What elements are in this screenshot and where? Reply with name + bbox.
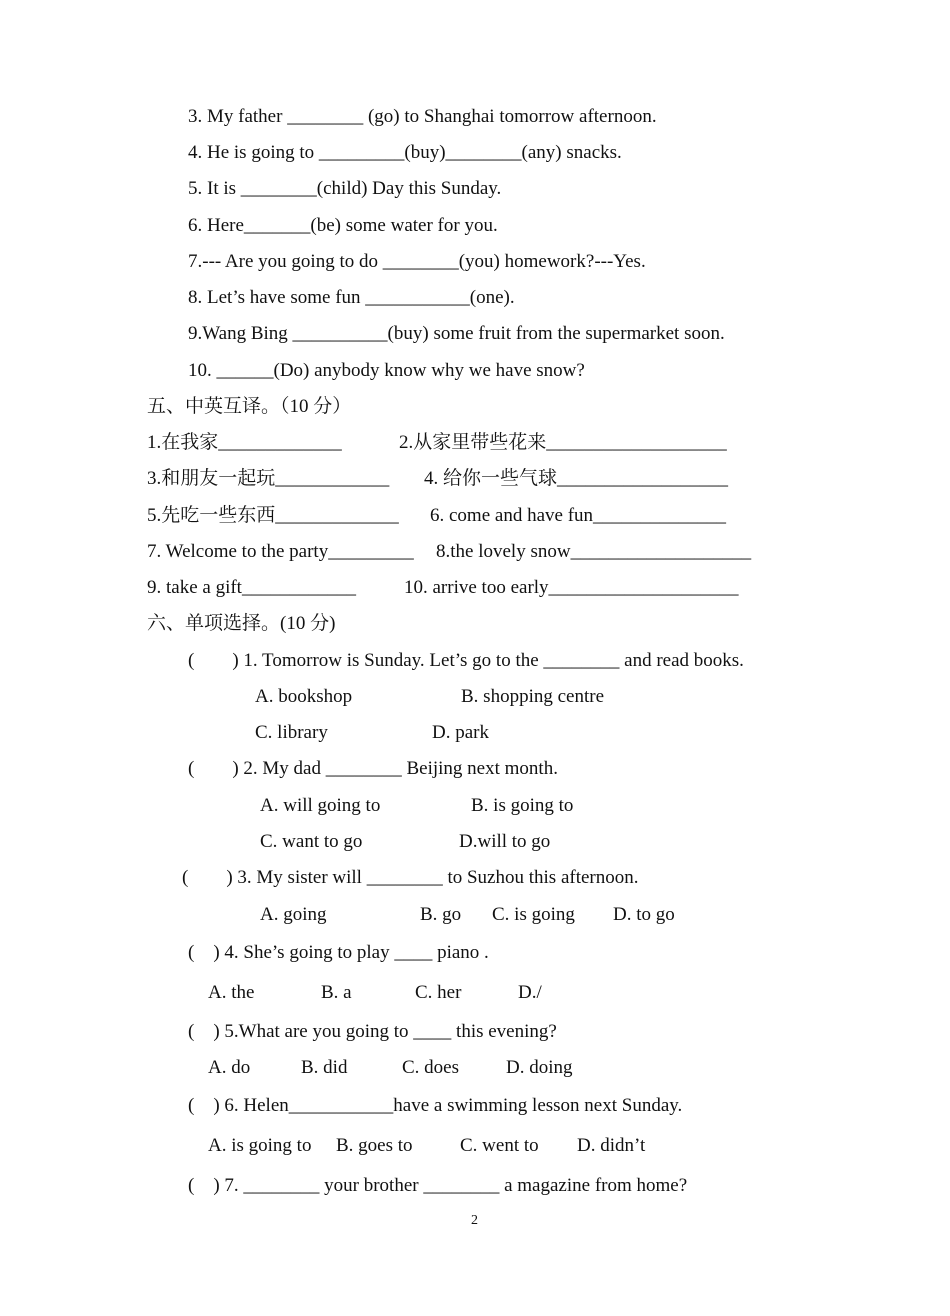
translation-item: 2.从家里带些花来___________________: [399, 432, 727, 453]
translation-item: 4. 给你一些气球__________________: [424, 468, 729, 489]
answer-option: A. going: [260, 904, 327, 925]
question-stem: ( ) 4. She’s going to play ____ piano .: [188, 942, 489, 963]
answer-option: A. do: [208, 1057, 251, 1078]
answer-option: D. doing: [506, 1057, 573, 1078]
translation-item: 5.先吃一些东西_____________: [147, 505, 399, 526]
answer-option: B. is going to: [471, 795, 574, 816]
exercise-line: 7.--- Are you going to do ________(you) homework?---Yes.: [188, 251, 646, 272]
answer-option: A. the: [208, 982, 255, 1003]
exercise-line: 4. He is going to _________(buy)________(any) snacks.: [188, 142, 622, 163]
translation-item: 3.和朋友一起玩____________: [147, 468, 390, 489]
answer-option: A. will going to: [260, 795, 381, 816]
answer-option: C. went to: [460, 1135, 539, 1156]
section-heading: 五、中英互译。（10 分）: [147, 396, 352, 417]
answer-option: B. shopping centre: [461, 686, 605, 707]
answer-option: C. library: [255, 722, 328, 743]
question-stem: ( ) 3. My sister will ________ to Suzhou this afternoon.: [182, 867, 639, 888]
question-stem: ( ) 1. Tomorrow is Sunday. Let’s go to the ________ and read books.: [188, 650, 744, 671]
section-heading: 六、单项选择。(10 分): [147, 613, 336, 634]
question-stem: ( ) 6. Helen___________have a swimming lesson next Sunday.: [188, 1095, 683, 1116]
translation-item: 8.the lovely snow___________________: [436, 541, 752, 562]
answer-option: D. didn’t: [577, 1135, 646, 1156]
answer-option: B. goes to: [336, 1135, 413, 1156]
answer-option: B. did: [301, 1057, 348, 1078]
answer-option: D. to go: [613, 904, 675, 925]
exercise-line: 6. Here_______(be) some water for you.: [188, 215, 498, 236]
question-stem: ( ) 2. My dad ________ Beijing next month.: [188, 758, 558, 779]
exercise-line: 5. It is ________(child) Day this Sunday.: [188, 178, 502, 199]
answer-option: D. park: [432, 722, 489, 743]
answer-option: C. her: [415, 982, 462, 1003]
translation-item: 9. take a gift____________: [147, 577, 356, 598]
answer-option: A. bookshop: [255, 686, 353, 707]
question-stem: ( ) 7. ________ your brother ________ a magazine from home?: [188, 1175, 688, 1196]
exercise-line: 9.Wang Bing __________(buy) some fruit from the supermarket soon.: [188, 323, 725, 344]
answer-option: D./: [518, 982, 542, 1003]
exercise-line: 3. My father ________ (go) to Shanghai tomorrow afternoon.: [188, 106, 657, 127]
page-number: 2: [471, 1213, 478, 1228]
translation-item: 1.在我家_____________: [147, 432, 342, 453]
answer-option: D.will to go: [459, 831, 551, 852]
translation-item: 7. Welcome to the party_________: [147, 541, 414, 562]
answer-option: B. go: [420, 904, 462, 925]
answer-option: C. want to go: [260, 831, 363, 852]
question-stem: ( ) 5.What are you going to ____ this evening?: [188, 1021, 557, 1042]
answer-option: A. is going to: [208, 1135, 312, 1156]
translation-item: 10. arrive too early____________________: [404, 577, 739, 598]
translation-item: 6. come and have fun______________: [430, 505, 727, 526]
answer-option: C. does: [402, 1057, 459, 1078]
answer-option: B. a: [321, 982, 352, 1003]
answer-option: C. is going: [492, 904, 575, 925]
exercise-line: 10. ______(Do) anybody know why we have snow?: [188, 360, 585, 381]
exercise-line: 8. Let’s have some fun ___________(one).: [188, 287, 515, 308]
